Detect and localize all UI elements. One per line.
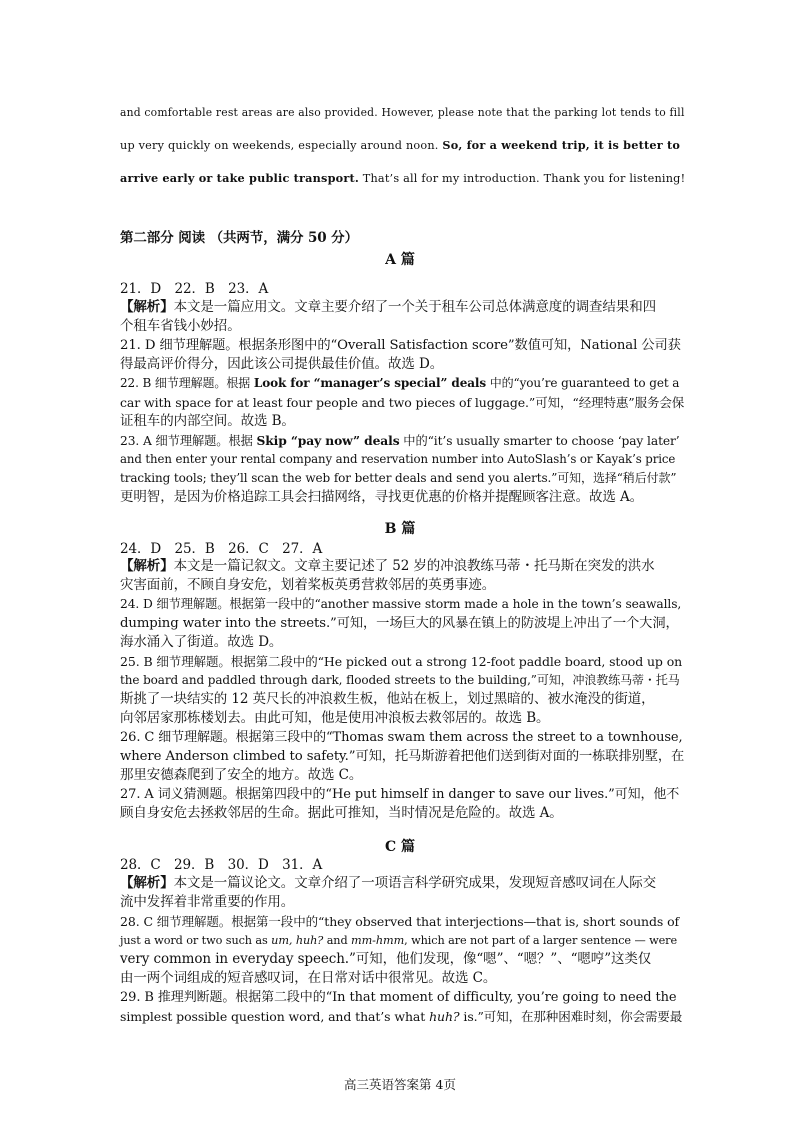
- part2-heading: 第二部分 阅读 （共两节，满分 50 分）: [120, 230, 358, 246]
- q24-line-1: 24. D 细节理解题。根据第一段中的“another massive storm made a hole in the town’s seawalls,: [120, 597, 682, 611]
- q28-line-3: very common in everyday speech.”可知，他们发现，像“嗯”、“嗯？”、“嗯哼”这类仅: [120, 951, 652, 967]
- q22-line-2: car with space for at least four people and two pieces of luggage.”可知，“经理特惠”服务会保: [120, 395, 685, 410]
- page-footer: 高三英语答案第 4页: [344, 1077, 456, 1092]
- section-a-title: A 篇: [385, 252, 415, 268]
- listening-line-2-bold: So, for a weekend trip, it is better to: [442, 138, 681, 152]
- q22-bold-ref: Look for “manager’s special” deals: [253, 376, 487, 390]
- q25-line-3: 斯挑了一块结实的 12 英尺长的冲浪救生板，他站在板上，划过黑暗的、被水淹没的街道，: [120, 691, 655, 707]
- q21-line-2: 得最高评价得分，因此该公司提供最佳价值。故选 D。: [120, 356, 444, 372]
- listening-line-3-bold: arrive early or take public transport.: [120, 171, 359, 185]
- analysis-text: 本文是一篇应用文。文章主要介绍了一个关于租车公司总体满意度的调查结果和四: [173, 299, 657, 315]
- q28-line-4: 由一两个词组成的短音感叹词，在日常对话中很常见。故选 C。: [120, 970, 497, 986]
- q28-line-2: [120, 932, 685, 949]
- q26-line-3: 那里安德森爬到了安全的地方。故选 C。: [120, 767, 363, 783]
- q28-italic-a: um, huh?: [271, 934, 324, 947]
- listening-line-3-plain: That’s all for my introduction. Thank you for listening!: [359, 172, 686, 185]
- q22-suffix: 中的“you’re guaranteed to get a: [486, 376, 680, 390]
- section-c-analysis-1: [120, 875, 685, 892]
- listening-line-2: [120, 137, 685, 154]
- section-c-analysis-2: 流中发挥着非常重要的作用。: [120, 894, 295, 910]
- q26-line-1: 26. C 细节理解题。根据第三段中的“Thomas swam them across the street to a townhouse,: [120, 730, 683, 745]
- analysis-text: 本文是一篇议论文。文章介绍了一项语言科学研究成果，发现短音感叹词在人际交: [173, 875, 657, 891]
- listening-line-1: and comfortable rest areas are also provided. However, please note that the parking lot tends to fill: [120, 106, 685, 119]
- q22-line-1: [120, 375, 685, 392]
- q28-italic-b: mm-hmm: [351, 934, 405, 947]
- section-c-answers: 28．C 29．B 30．D 31．A: [120, 857, 323, 873]
- q28-text-e: , which are not part of a larger sentence — were: [404, 934, 677, 947]
- section-b-title: B 篇: [384, 521, 416, 537]
- q27-line-2: 顾自身安危去拯救邻居的生命。据此可推知，当时情况是危险的。故选 A。: [120, 805, 563, 821]
- q26-line-2: where Anderson climbed to safety.”可知，托马斯游着把他们送到街对面的一栋联排别墅，在: [120, 749, 685, 764]
- q29-text-a: simplest possible question word, and that’s what: [120, 1009, 430, 1024]
- section-c-title: C 篇: [384, 839, 416, 855]
- q21-line-1: 21. D 细节理解题。根据条形图中的“Overall Satisfaction score”数值可知，National 公司获: [120, 338, 681, 353]
- q29-line-1: 29. B 推理判断题。根据第二段中的“In that moment of difficulty, you’re going to need the: [120, 990, 677, 1005]
- listening-line-3: [120, 170, 685, 187]
- q23-prefix: 23. A 细节理解题。根据: [120, 434, 257, 448]
- section-a-analysis-1: [120, 299, 685, 316]
- q28-line-1: 28. C 细节理解题。根据第一段中的“they observed that interjections—that is, short sounds of: [120, 914, 680, 929]
- q22-prefix: 22. B 细节理解题。根据: [120, 376, 254, 390]
- section-a-analysis-2: 个租车省钱小妙招。: [120, 318, 241, 334]
- q23-suffix: 中的“it’s usually smarter to choose ‘pay later’: [399, 434, 680, 448]
- q25-line-2: the board and paddled through dark, flooded streets to the building,”可知，冲浪教练马蒂・托马: [120, 673, 680, 687]
- section-b-analysis-2: 灾害面前，不顾自身安危，划着桨板英勇营救邻居的英勇事迹。: [120, 577, 496, 593]
- q29-line-2: [120, 1008, 685, 1025]
- q25-line-4: 向邻居家那栋楼划去。由此可知，他是使用冲浪板去救邻居的。故选 B。: [120, 710, 550, 726]
- q23-line-2: and then enter your rental company and reservation number into AutoSlash’s or Kayak’s price: [120, 452, 676, 466]
- q29-text-c: is.”可知，在那种困难时刻，你会需要最: [459, 1009, 683, 1024]
- q28-text-c: and: [323, 934, 352, 947]
- analysis-tag: 【解析】: [120, 558, 174, 574]
- analysis-tag: 【解析】: [120, 875, 174, 891]
- section-b-answers: 24．D 25．B 26．C 27．A: [120, 541, 323, 557]
- q23-line-3: tracking tools; they’ll scan the web for better deals and send you alerts.”可知，选择“稍后付款”: [120, 471, 677, 485]
- q23-bold-ref: Skip “pay now” deals: [256, 433, 400, 448]
- analysis-tag: 【解析】: [120, 299, 174, 315]
- listening-line-2-plain: up very quickly on weekends, especially around noon.: [120, 139, 443, 152]
- q23-line-4: 更明智，是因为价格追踪工具会扫描网络，寻找更优惠的价格并提醒顾客注意。故选 A。: [120, 489, 644, 505]
- q27-line-1: 27. A 词义猜测题。根据第四段中的“He put himself in danger to save our lives.”可知，他不: [120, 787, 680, 802]
- q29-italic: huh?: [429, 1009, 460, 1024]
- q22-line-3: 证租车的内部空间。故选 B。: [120, 413, 295, 429]
- q28-text-a: just a word or two such as: [120, 934, 272, 947]
- section-b-analysis-1: [120, 558, 685, 575]
- q24-line-3: 海水涌入了街道。故选 D。: [120, 634, 283, 650]
- analysis-text: 本文是一篇记叙文。文章主要记述了 52 岁的冲浪教练马蒂・托马斯在突发的洪水: [173, 558, 655, 574]
- q25-line-1: 25. B 细节理解题。根据第二段中的“He picked out a strong 12-foot paddle board, stood up on: [120, 654, 683, 669]
- q24-line-2: dumping water into the streets.”可知，一场巨大的风暴在镇上的防波堤上冲出了一个大洞，: [120, 616, 679, 631]
- q23-line-1: [120, 432, 685, 450]
- section-a-answers: 21．D 22．B 23．A: [120, 281, 269, 297]
